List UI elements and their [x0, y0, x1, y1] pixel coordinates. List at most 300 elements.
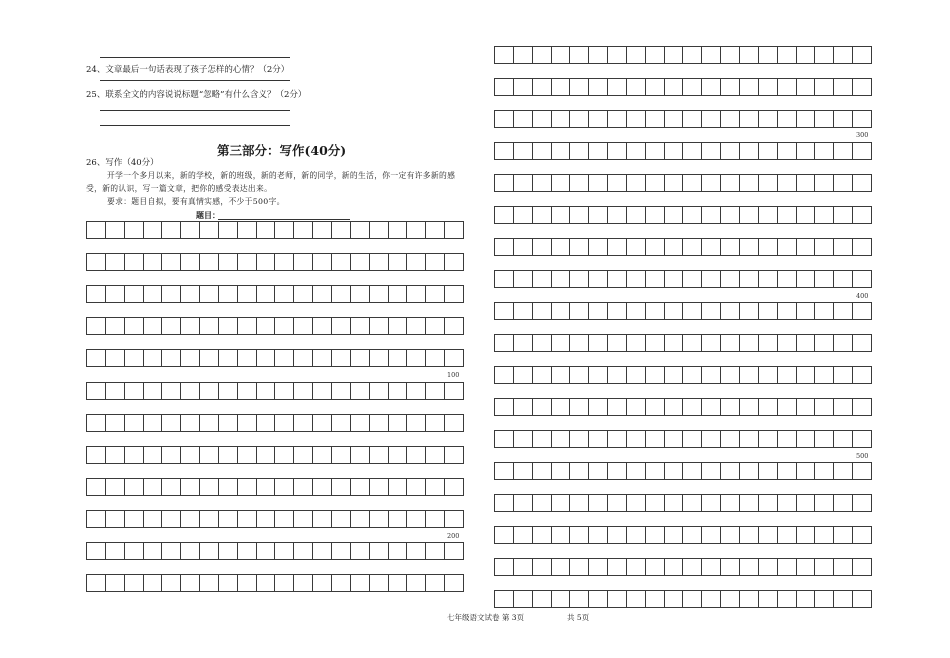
grid-cell[interactable]	[853, 79, 871, 95]
grid-cell[interactable]	[834, 367, 853, 383]
grid-cell[interactable]	[608, 303, 627, 319]
grid-row[interactable]	[494, 110, 872, 128]
grid-cell[interactable]	[683, 559, 702, 575]
grid-cell[interactable]	[570, 303, 589, 319]
grid-cell[interactable]	[495, 463, 514, 479]
grid-cell[interactable]	[834, 303, 853, 319]
grid-cell[interactable]	[125, 318, 144, 334]
grid-cell[interactable]	[389, 479, 408, 495]
grid-row[interactable]	[494, 238, 872, 256]
grid-cell[interactable]	[683, 399, 702, 415]
grid-cell[interactable]	[125, 447, 144, 463]
grid-cell[interactable]	[627, 175, 646, 191]
grid-cell[interactable]	[238, 254, 257, 270]
grid-cell[interactable]	[627, 271, 646, 287]
grid-cell[interactable]	[407, 318, 426, 334]
grid-cell[interactable]	[683, 303, 702, 319]
grid-cell[interactable]	[646, 367, 665, 383]
grid-cell[interactable]	[181, 511, 200, 527]
grid-row[interactable]	[494, 494, 872, 512]
grid-cell[interactable]	[778, 239, 797, 255]
grid-cell[interactable]	[853, 239, 871, 255]
grid-cell[interactable]	[200, 479, 219, 495]
grid-cell[interactable]	[853, 207, 871, 223]
grid-cell[interactable]	[495, 239, 514, 255]
grid-cell[interactable]	[313, 222, 332, 238]
grid-cell[interactable]	[370, 383, 389, 399]
grid-cell[interactable]	[552, 303, 571, 319]
grid-cell[interactable]	[665, 79, 684, 95]
grid-cell[interactable]	[834, 431, 853, 447]
grid-cell[interactable]	[759, 271, 778, 287]
grid-cell[interactable]	[627, 207, 646, 223]
grid-cell[interactable]	[514, 79, 533, 95]
grid-cell[interactable]	[608, 175, 627, 191]
grid-cell[interactable]	[495, 175, 514, 191]
grid-cell[interactable]	[552, 271, 571, 287]
grid-cell[interactable]	[144, 350, 163, 366]
grid-row[interactable]	[494, 46, 872, 64]
grid-cell[interactable]	[533, 367, 552, 383]
grid-cell[interactable]	[815, 303, 834, 319]
grid-cell[interactable]	[407, 222, 426, 238]
grid-cell[interactable]	[219, 447, 238, 463]
grid-cell[interactable]	[740, 559, 759, 575]
grid-cell[interactable]	[646, 175, 665, 191]
grid-cell[interactable]	[533, 175, 552, 191]
grid-cell[interactable]	[608, 47, 627, 63]
grid-cell[interactable]	[646, 559, 665, 575]
grid-cell[interactable]	[106, 222, 125, 238]
grid-cell[interactable]	[853, 271, 871, 287]
grid-cell[interactable]	[797, 79, 816, 95]
grid-cell[interactable]	[162, 286, 181, 302]
grid-cell[interactable]	[778, 495, 797, 511]
grid-cell[interactable]	[351, 479, 370, 495]
grid-cell[interactable]	[570, 399, 589, 415]
grid-cell[interactable]	[238, 479, 257, 495]
grid-cell[interactable]	[514, 559, 533, 575]
grid-cell[interactable]	[144, 286, 163, 302]
grid-cell[interactable]	[797, 463, 816, 479]
grid-cell[interactable]	[162, 543, 181, 559]
grid-cell[interactable]	[257, 318, 276, 334]
grid-cell[interactable]	[238, 318, 257, 334]
grid-cell[interactable]	[683, 207, 702, 223]
grid-cell[interactable]	[495, 431, 514, 447]
grid-cell[interactable]	[815, 367, 834, 383]
grid-cell[interactable]	[106, 350, 125, 366]
grid-cell[interactable]	[759, 303, 778, 319]
grid-cell[interactable]	[370, 286, 389, 302]
grid-cell[interactable]	[389, 222, 408, 238]
grid-cell[interactable]	[815, 335, 834, 351]
grid-cell[interactable]	[533, 399, 552, 415]
grid-cell[interactable]	[144, 222, 163, 238]
grid-cell[interactable]	[407, 511, 426, 527]
grid-cell[interactable]	[740, 175, 759, 191]
grid-cell[interactable]	[589, 47, 608, 63]
grid-cell[interactable]	[351, 415, 370, 431]
grid-cell[interactable]	[646, 271, 665, 287]
grid-cell[interactable]	[238, 447, 257, 463]
grid-cell[interactable]	[426, 222, 445, 238]
grid-cell[interactable]	[275, 254, 294, 270]
grid-cell[interactable]	[589, 495, 608, 511]
grid-cell[interactable]	[702, 431, 721, 447]
grid-cell[interactable]	[608, 463, 627, 479]
grid-cell[interactable]	[683, 495, 702, 511]
grid-cell[interactable]	[740, 47, 759, 63]
grid-cell[interactable]	[589, 239, 608, 255]
grid-row[interactable]	[86, 574, 464, 592]
grid-cell[interactable]	[778, 79, 797, 95]
grid-cell[interactable]	[683, 175, 702, 191]
grid-cell[interactable]	[702, 463, 721, 479]
grid-cell[interactable]	[608, 79, 627, 95]
grid-cell[interactable]	[533, 111, 552, 127]
grid-cell[interactable]	[627, 111, 646, 127]
grid-cell[interactable]	[721, 207, 740, 223]
grid-cell[interactable]	[853, 495, 871, 511]
grid-cell[interactable]	[533, 335, 552, 351]
grid-cell[interactable]	[778, 111, 797, 127]
grid-cell[interactable]	[570, 367, 589, 383]
grid-cell[interactable]	[570, 527, 589, 543]
grid-cell[interactable]	[181, 222, 200, 238]
grid-cell[interactable]	[834, 463, 853, 479]
grid-cell[interactable]	[721, 559, 740, 575]
grid-cell[interactable]	[721, 271, 740, 287]
grid-cell[interactable]	[778, 143, 797, 159]
grid-cell[interactable]	[106, 254, 125, 270]
grid-cell[interactable]	[125, 286, 144, 302]
grid-cell[interactable]	[683, 463, 702, 479]
grid-cell[interactable]	[627, 143, 646, 159]
grid-row[interactable]	[494, 558, 872, 576]
grid-cell[interactable]	[589, 527, 608, 543]
grid-cell[interactable]	[332, 254, 351, 270]
grid-cell[interactable]	[257, 447, 276, 463]
grid-cell[interactable]	[332, 575, 351, 591]
grid-cell[interactable]	[219, 511, 238, 527]
grid-cell[interactable]	[144, 511, 163, 527]
grid-cell[interactable]	[665, 527, 684, 543]
grid-cell[interactable]	[665, 335, 684, 351]
grid-cell[interactable]	[125, 222, 144, 238]
grid-cell[interactable]	[627, 335, 646, 351]
grid-cell[interactable]	[778, 399, 797, 415]
grid-cell[interactable]	[294, 479, 313, 495]
grid-cell[interactable]	[426, 383, 445, 399]
grid-cell[interactable]	[721, 303, 740, 319]
grid-cell[interactable]	[332, 415, 351, 431]
grid-row[interactable]	[494, 302, 872, 320]
grid-cell[interactable]	[702, 303, 721, 319]
grid-cell[interactable]	[370, 447, 389, 463]
grid-cell[interactable]	[514, 47, 533, 63]
grid-cell[interactable]	[702, 111, 721, 127]
grid-cell[interactable]	[351, 254, 370, 270]
grid-cell[interactable]	[552, 495, 571, 511]
grid-cell[interactable]	[87, 286, 106, 302]
grid-row[interactable]	[494, 366, 872, 384]
grid-cell[interactable]	[162, 511, 181, 527]
grid-cell[interactable]	[815, 591, 834, 607]
grid-cell[interactable]	[665, 207, 684, 223]
grid-cell[interactable]	[665, 463, 684, 479]
grid-cell[interactable]	[106, 415, 125, 431]
grid-cell[interactable]	[294, 447, 313, 463]
grid-cell[interactable]	[87, 479, 106, 495]
grid-cell[interactable]	[351, 350, 370, 366]
grid-cell[interactable]	[608, 591, 627, 607]
grid-cell[interactable]	[332, 222, 351, 238]
grid-cell[interactable]	[853, 303, 871, 319]
grid-cell[interactable]	[570, 431, 589, 447]
grid-cell[interactable]	[514, 495, 533, 511]
grid-cell[interactable]	[294, 222, 313, 238]
grid-cell[interactable]	[815, 399, 834, 415]
grid-cell[interactable]	[683, 271, 702, 287]
grid-cell[interactable]	[106, 511, 125, 527]
grid-cell[interactable]	[87, 415, 106, 431]
grid-cell[interactable]	[797, 239, 816, 255]
title-input-line[interactable]	[218, 219, 350, 220]
grid-row[interactable]	[86, 542, 464, 560]
grid-cell[interactable]	[275, 543, 294, 559]
grid-cell[interactable]	[426, 318, 445, 334]
grid-cell[interactable]	[106, 383, 125, 399]
grid-cell[interactable]	[407, 350, 426, 366]
grid-cell[interactable]	[702, 175, 721, 191]
grid-cell[interactable]	[778, 303, 797, 319]
grid-cell[interactable]	[181, 543, 200, 559]
grid-cell[interactable]	[407, 254, 426, 270]
grid-cell[interactable]	[514, 527, 533, 543]
grid-cell[interactable]	[144, 318, 163, 334]
grid-cell[interactable]	[495, 367, 514, 383]
grid-cell[interactable]	[721, 367, 740, 383]
grid-cell[interactable]	[815, 271, 834, 287]
grid-cell[interactable]	[665, 495, 684, 511]
grid-cell[interactable]	[275, 383, 294, 399]
grid-cell[interactable]	[181, 479, 200, 495]
grid-cell[interactable]	[740, 591, 759, 607]
grid-cell[interactable]	[533, 239, 552, 255]
grid-cell[interactable]	[665, 367, 684, 383]
grid-cell[interactable]	[815, 495, 834, 511]
grid-cell[interactable]	[627, 47, 646, 63]
grid-cell[interactable]	[740, 463, 759, 479]
grid-cell[interactable]	[294, 286, 313, 302]
grid-row[interactable]	[494, 334, 872, 352]
grid-cell[interactable]	[589, 591, 608, 607]
grid-cell[interactable]	[200, 383, 219, 399]
grid-cell[interactable]	[702, 335, 721, 351]
grid-cell[interactable]	[219, 222, 238, 238]
grid-row[interactable]	[86, 478, 464, 496]
grid-cell[interactable]	[200, 350, 219, 366]
grid-cell[interactable]	[815, 79, 834, 95]
grid-cell[interactable]	[778, 367, 797, 383]
grid-cell[interactable]	[646, 463, 665, 479]
grid-cell[interactable]	[759, 143, 778, 159]
grid-cell[interactable]	[721, 143, 740, 159]
grid-cell[interactable]	[570, 111, 589, 127]
grid-cell[interactable]	[759, 399, 778, 415]
grid-cell[interactable]	[740, 111, 759, 127]
grid-cell[interactable]	[332, 286, 351, 302]
grid-cell[interactable]	[627, 367, 646, 383]
grid-cell[interactable]	[740, 207, 759, 223]
grid-cell[interactable]	[275, 286, 294, 302]
grid-cell[interactable]	[200, 222, 219, 238]
grid-cell[interactable]	[445, 575, 463, 591]
grid-cell[interactable]	[721, 47, 740, 63]
grid-cell[interactable]	[407, 479, 426, 495]
grid-row[interactable]	[86, 221, 464, 239]
grid-cell[interactable]	[125, 415, 144, 431]
grid-cell[interactable]	[332, 447, 351, 463]
grid-cell[interactable]	[332, 318, 351, 334]
grid-cell[interactable]	[514, 463, 533, 479]
grid-cell[interactable]	[87, 222, 106, 238]
grid-cell[interactable]	[313, 254, 332, 270]
grid-cell[interactable]	[332, 350, 351, 366]
grid-cell[interactable]	[853, 143, 871, 159]
grid-cell[interactable]	[646, 335, 665, 351]
grid-cell[interactable]	[834, 335, 853, 351]
grid-cell[interactable]	[238, 286, 257, 302]
grid-row[interactable]	[494, 174, 872, 192]
grid-cell[interactable]	[815, 111, 834, 127]
grid-cell[interactable]	[514, 271, 533, 287]
grid-cell[interactable]	[721, 79, 740, 95]
grid-cell[interactable]	[533, 495, 552, 511]
grid-cell[interactable]	[144, 447, 163, 463]
grid-cell[interactable]	[759, 335, 778, 351]
grid-cell[interactable]	[313, 350, 332, 366]
grid-cell[interactable]	[87, 575, 106, 591]
grid-cell[interactable]	[257, 383, 276, 399]
grid-cell[interactable]	[219, 575, 238, 591]
grid-cell[interactable]	[426, 286, 445, 302]
grid-cell[interactable]	[219, 543, 238, 559]
grid-cell[interactable]	[514, 175, 533, 191]
grid-cell[interactable]	[683, 335, 702, 351]
grid-row[interactable]	[494, 462, 872, 480]
grid-cell[interactable]	[351, 383, 370, 399]
grid-cell[interactable]	[608, 335, 627, 351]
grid-cell[interactable]	[665, 271, 684, 287]
grid-cell[interactable]	[721, 591, 740, 607]
grid-cell[interactable]	[815, 527, 834, 543]
grid-cell[interactable]	[778, 207, 797, 223]
grid-cell[interactable]	[570, 335, 589, 351]
grid-cell[interactable]	[589, 143, 608, 159]
grid-cell[interactable]	[238, 511, 257, 527]
grid-cell[interactable]	[815, 239, 834, 255]
grid-row[interactable]	[494, 398, 872, 416]
grid-cell[interactable]	[106, 479, 125, 495]
grid-cell[interactable]	[219, 318, 238, 334]
grid-cell[interactable]	[853, 591, 871, 607]
grid-cell[interactable]	[608, 367, 627, 383]
grid-cell[interactable]	[721, 431, 740, 447]
grid-cell[interactable]	[495, 111, 514, 127]
grid-cell[interactable]	[533, 591, 552, 607]
grid-cell[interactable]	[389, 286, 408, 302]
grid-cell[interactable]	[389, 254, 408, 270]
grid-cell[interactable]	[702, 527, 721, 543]
grid-cell[interactable]	[514, 303, 533, 319]
grid-cell[interactable]	[313, 286, 332, 302]
grid-cell[interactable]	[552, 399, 571, 415]
grid-cell[interactable]	[552, 47, 571, 63]
grid-cell[interactable]	[162, 254, 181, 270]
grid-cell[interactable]	[552, 79, 571, 95]
grid-cell[interactable]	[162, 383, 181, 399]
grid-cell[interactable]	[426, 254, 445, 270]
grid-row[interactable]	[494, 526, 872, 544]
grid-cell[interactable]	[608, 527, 627, 543]
grid-cell[interactable]	[834, 207, 853, 223]
grid-row[interactable]	[86, 414, 464, 432]
grid-cell[interactable]	[106, 447, 125, 463]
grid-cell[interactable]	[552, 143, 571, 159]
grid-cell[interactable]	[426, 350, 445, 366]
grid-cell[interactable]	[646, 239, 665, 255]
grid-cell[interactable]	[646, 591, 665, 607]
grid-cell[interactable]	[238, 350, 257, 366]
grid-cell[interactable]	[570, 591, 589, 607]
grid-cell[interactable]	[106, 543, 125, 559]
grid-cell[interactable]	[370, 543, 389, 559]
grid-cell[interactable]	[332, 543, 351, 559]
grid-cell[interactable]	[570, 239, 589, 255]
grid-cell[interactable]	[665, 399, 684, 415]
grid-cell[interactable]	[740, 143, 759, 159]
grid-cell[interactable]	[740, 271, 759, 287]
grid-cell[interactable]	[533, 303, 552, 319]
grid-cell[interactable]	[87, 447, 106, 463]
grid-cell[interactable]	[257, 479, 276, 495]
grid-cell[interactable]	[389, 447, 408, 463]
grid-cell[interactable]	[257, 222, 276, 238]
grid-cell[interactable]	[200, 415, 219, 431]
grid-cell[interactable]	[721, 463, 740, 479]
grid-cell[interactable]	[552, 239, 571, 255]
grid-cell[interactable]	[87, 318, 106, 334]
grid-cell[interactable]	[853, 399, 871, 415]
grid-cell[interactable]	[759, 527, 778, 543]
grid-cell[interactable]	[125, 383, 144, 399]
grid-cell[interactable]	[351, 543, 370, 559]
grid-cell[interactable]	[407, 447, 426, 463]
grid-row[interactable]	[86, 317, 464, 335]
grid-row[interactable]	[494, 78, 872, 96]
grid-cell[interactable]	[627, 303, 646, 319]
grid-row[interactable]	[86, 446, 464, 464]
grid-cell[interactable]	[200, 543, 219, 559]
grid-cell[interactable]	[683, 431, 702, 447]
grid-cell[interactable]	[589, 79, 608, 95]
grid-cell[interactable]	[740, 431, 759, 447]
grid-cell[interactable]	[200, 286, 219, 302]
grid-cell[interactable]	[533, 79, 552, 95]
grid-cell[interactable]	[514, 591, 533, 607]
